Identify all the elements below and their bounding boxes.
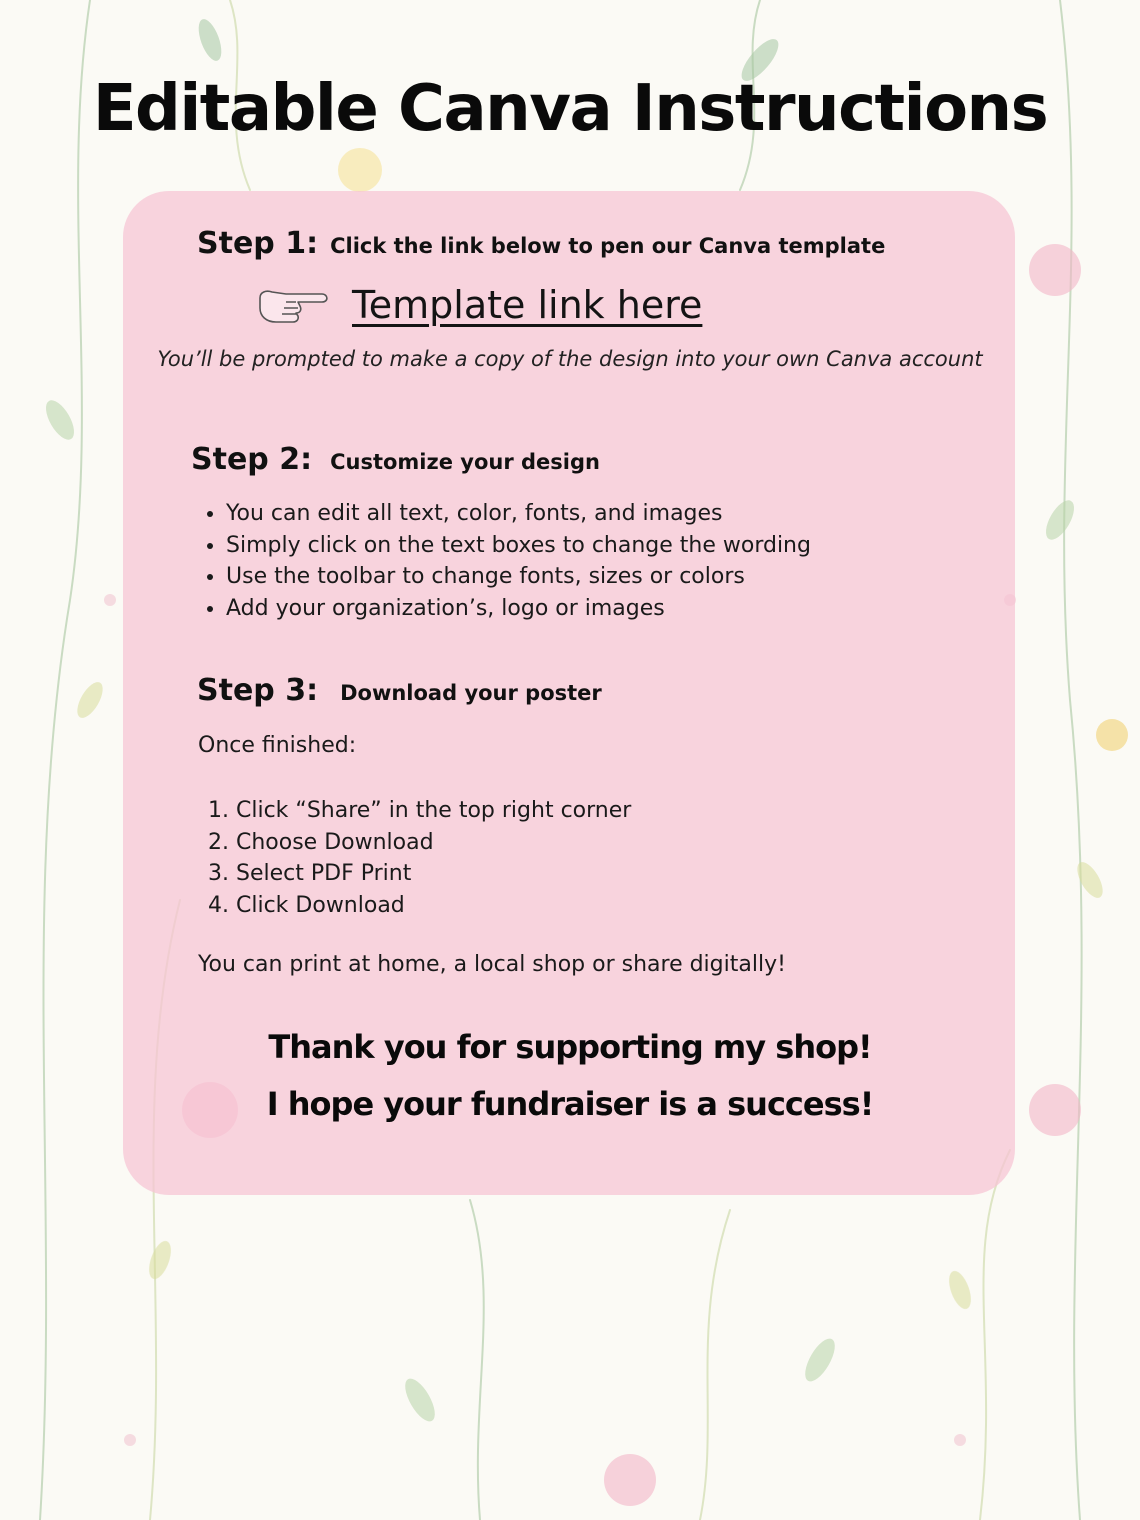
step-3-subtitle: Download your poster bbox=[340, 681, 602, 705]
list-item: 1. Click “Share” in the top right corner bbox=[236, 795, 631, 827]
step-1-subtitle: Click the link below to pen our Canva template bbox=[330, 234, 886, 258]
template-link[interactable]: Template link here bbox=[352, 283, 703, 327]
page-title: Editable Canva Instructions bbox=[92, 72, 1048, 146]
thank-you-line: Thank you for supporting my shop! bbox=[268, 1028, 872, 1066]
list-item: 4. Click Download bbox=[236, 890, 631, 922]
step-1-heading bbox=[197, 226, 885, 261]
copy-note: You’ll be prompted to make a copy of the design into your own Canva account bbox=[157, 347, 983, 371]
step-2-label: Step 2: bbox=[191, 442, 313, 477]
list-item: • You can edit all text, color, fonts, and images bbox=[226, 498, 811, 530]
step-2-heading bbox=[191, 442, 600, 477]
pointing-hand-icon bbox=[256, 280, 332, 330]
print-options-text: You can print at home, a local shop or share digitally! bbox=[198, 952, 786, 977]
step-3-heading bbox=[197, 673, 602, 708]
list-item: • Simply click on the text boxes to change the wording bbox=[226, 530, 811, 562]
list-item: 2. Choose Download bbox=[236, 827, 631, 859]
step-2-subtitle: Customize your design bbox=[330, 450, 600, 474]
list-item: 3. Select PDF Print bbox=[236, 858, 631, 890]
template-link-row bbox=[256, 280, 702, 330]
once-finished-text: Once finished: bbox=[198, 733, 357, 758]
list-item: • Use the toolbar to change fonts, sizes or colors bbox=[226, 561, 811, 593]
customize-list bbox=[200, 498, 811, 624]
download-steps-list bbox=[214, 795, 631, 921]
step-3-label: Step 3: bbox=[197, 673, 319, 708]
step-1-label: Step 1: bbox=[197, 226, 319, 261]
fundraiser-line: I hope your fundraiser is a success! bbox=[266, 1085, 874, 1123]
list-item: • Add your organization’s, logo or images bbox=[226, 593, 811, 625]
